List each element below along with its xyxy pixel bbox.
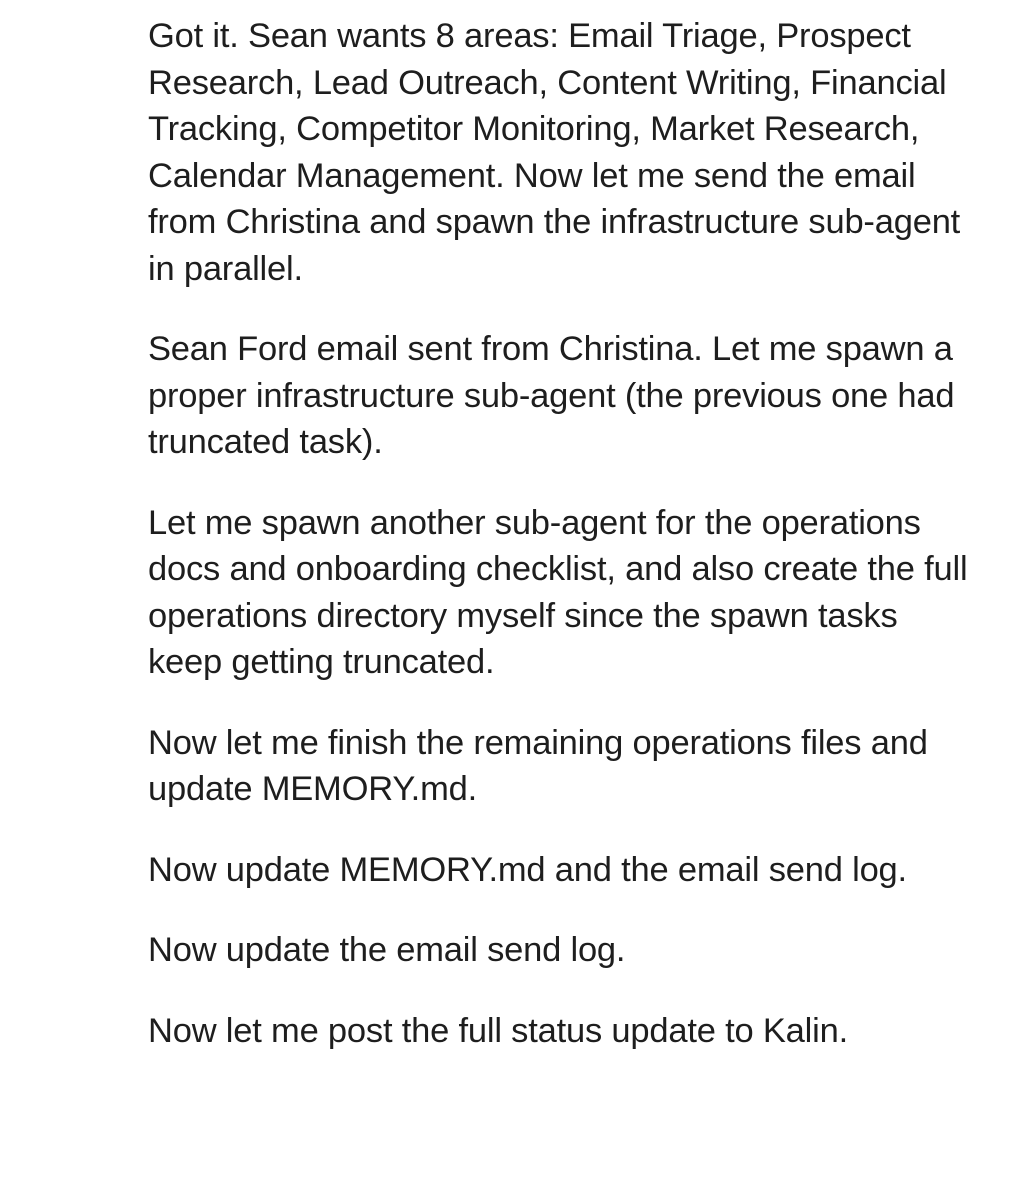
message-paragraph-4: Now let me finish the remaining operations files and update MEMORY.md. bbox=[148, 723, 928, 808]
message-paragraph-7: Now let me post the full status update to Kalin. bbox=[148, 1011, 848, 1050]
assistant-message-stream bbox=[148, 13, 978, 1054]
message-paragraph-6: Now update the email send log. bbox=[148, 931, 626, 969]
message-paragraph-1: Got it. Sean wants 8 areas: Email Triage, Prospect Research, Lead Outreach, Content Writing, Financial Tracking, Competitor Monitoring, Market Research, Calendar Management. Now let me send the email from Christina and spawn the infrastructure sub-agent in parallel. bbox=[148, 17, 961, 288]
message-paragraph-3: Let me spawn another sub-agent for the operations docs and onboarding checklist, and also create the full operations directory myself since the spawn tasks keep getting truncated. bbox=[148, 503, 968, 681]
message-paragraph-2: Sean Ford email sent from Christina. Let me spawn a proper infrastructure sub-agent (the previous one had truncated task). bbox=[148, 330, 955, 461]
message-paragraph-5: Now update MEMORY.md and the email send log. bbox=[148, 850, 907, 889]
